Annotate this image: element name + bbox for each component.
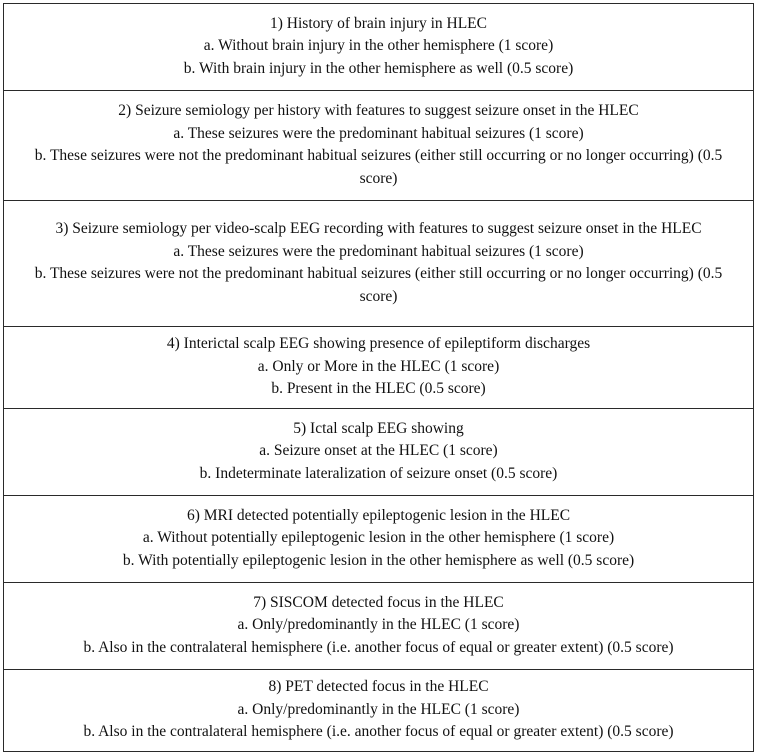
criterion-option-a: a. Only/predominantly in the HLEC (1 score) xyxy=(237,700,520,718)
criterion-title: 3) Seizure semiology per video-scalp EEG recording with features to suggest seizure onset in the HLEC xyxy=(55,220,702,237)
criterion-option-b: b. Present in the HLEC (0.5 score) xyxy=(271,380,486,398)
criterion-option-a: a. These seizures were the predominant habitual seizures (1 score) xyxy=(173,124,584,142)
criterion-option-b: b. With brain injury in the other hemisphere as well (0.5 score) xyxy=(183,59,574,77)
criterion-option-a: a. Without potentially epileptogenic lesion in the other hemisphere (1 score) xyxy=(142,529,615,547)
criterion-row xyxy=(4,583,754,670)
criterion-option-a: a. Seizure onset at the HLEC (1 score) xyxy=(259,442,498,460)
criterion-row xyxy=(4,91,754,201)
criterion-row xyxy=(4,670,754,752)
criterion-option-a: a. Only or More in the HLEC (1 score) xyxy=(257,357,500,375)
criterion-row xyxy=(4,409,754,496)
criterion-title: 2) Seizure semiology per history with features to suggest seizure onset in the HLEC xyxy=(118,102,639,119)
criterion-option-b: b. With potentially epileptogenic lesion in the other hemisphere as well (0.5 score) xyxy=(122,551,635,569)
criteria-table xyxy=(3,3,754,752)
criterion-cell xyxy=(4,327,754,409)
criterion-option-b: b. Also in the contralateral hemisphere (i.e. another focus of equal or greater extent) (0.5 score) xyxy=(83,723,674,741)
criterion-option-a: a. These seizures were the predominant habitual seizures (1 score) xyxy=(173,242,584,260)
criterion-row xyxy=(4,4,754,91)
criterion-cell xyxy=(4,91,754,201)
criterion-option-b: b. Indeterminate lateralization of seizure onset (0.5 score) xyxy=(199,464,558,482)
criterion-option-b: b. These seizures were not the predominant habitual seizures (either still occurring or no longer occurring) (0.5 score) xyxy=(34,265,723,305)
criterion-option-a: a. Without brain injury in the other hemisphere (1 score) xyxy=(203,37,554,55)
criterion-cell xyxy=(4,201,754,327)
criterion-cell xyxy=(4,4,754,91)
criterion-row xyxy=(4,201,754,327)
criterion-title: 5) Ictal scalp EEG showing xyxy=(293,419,464,437)
criterion-cell xyxy=(4,670,754,752)
criterion-option-b: b. These seizures were not the predominant habitual seizures (either still occurring or no longer occurring) (0.5 score) xyxy=(34,147,723,187)
criterion-option-a: a. Only/predominantly in the HLEC (1 score) xyxy=(237,616,520,634)
criterion-option-b: b. Also in the contralateral hemisphere (i.e. another focus of equal or greater extent) (0.5 score) xyxy=(83,638,674,656)
criterion-title: 6) MRI detected potentially epileptogenic lesion in the HLEC xyxy=(186,506,571,524)
criterion-cell xyxy=(4,409,754,496)
criterion-title: 8) PET detected focus in the HLEC xyxy=(268,678,489,696)
criterion-title: 4) Interictal scalp EEG showing presence of epileptiform discharges xyxy=(166,335,591,353)
criterion-title: 7) SISCOM detected focus in the HLEC xyxy=(253,593,504,611)
criterion-cell xyxy=(4,583,754,670)
criterion-cell xyxy=(4,496,754,583)
criterion-title: 1) History of brain injury in HLEC xyxy=(270,14,487,32)
criterion-row xyxy=(4,496,754,583)
criterion-row xyxy=(4,327,754,409)
